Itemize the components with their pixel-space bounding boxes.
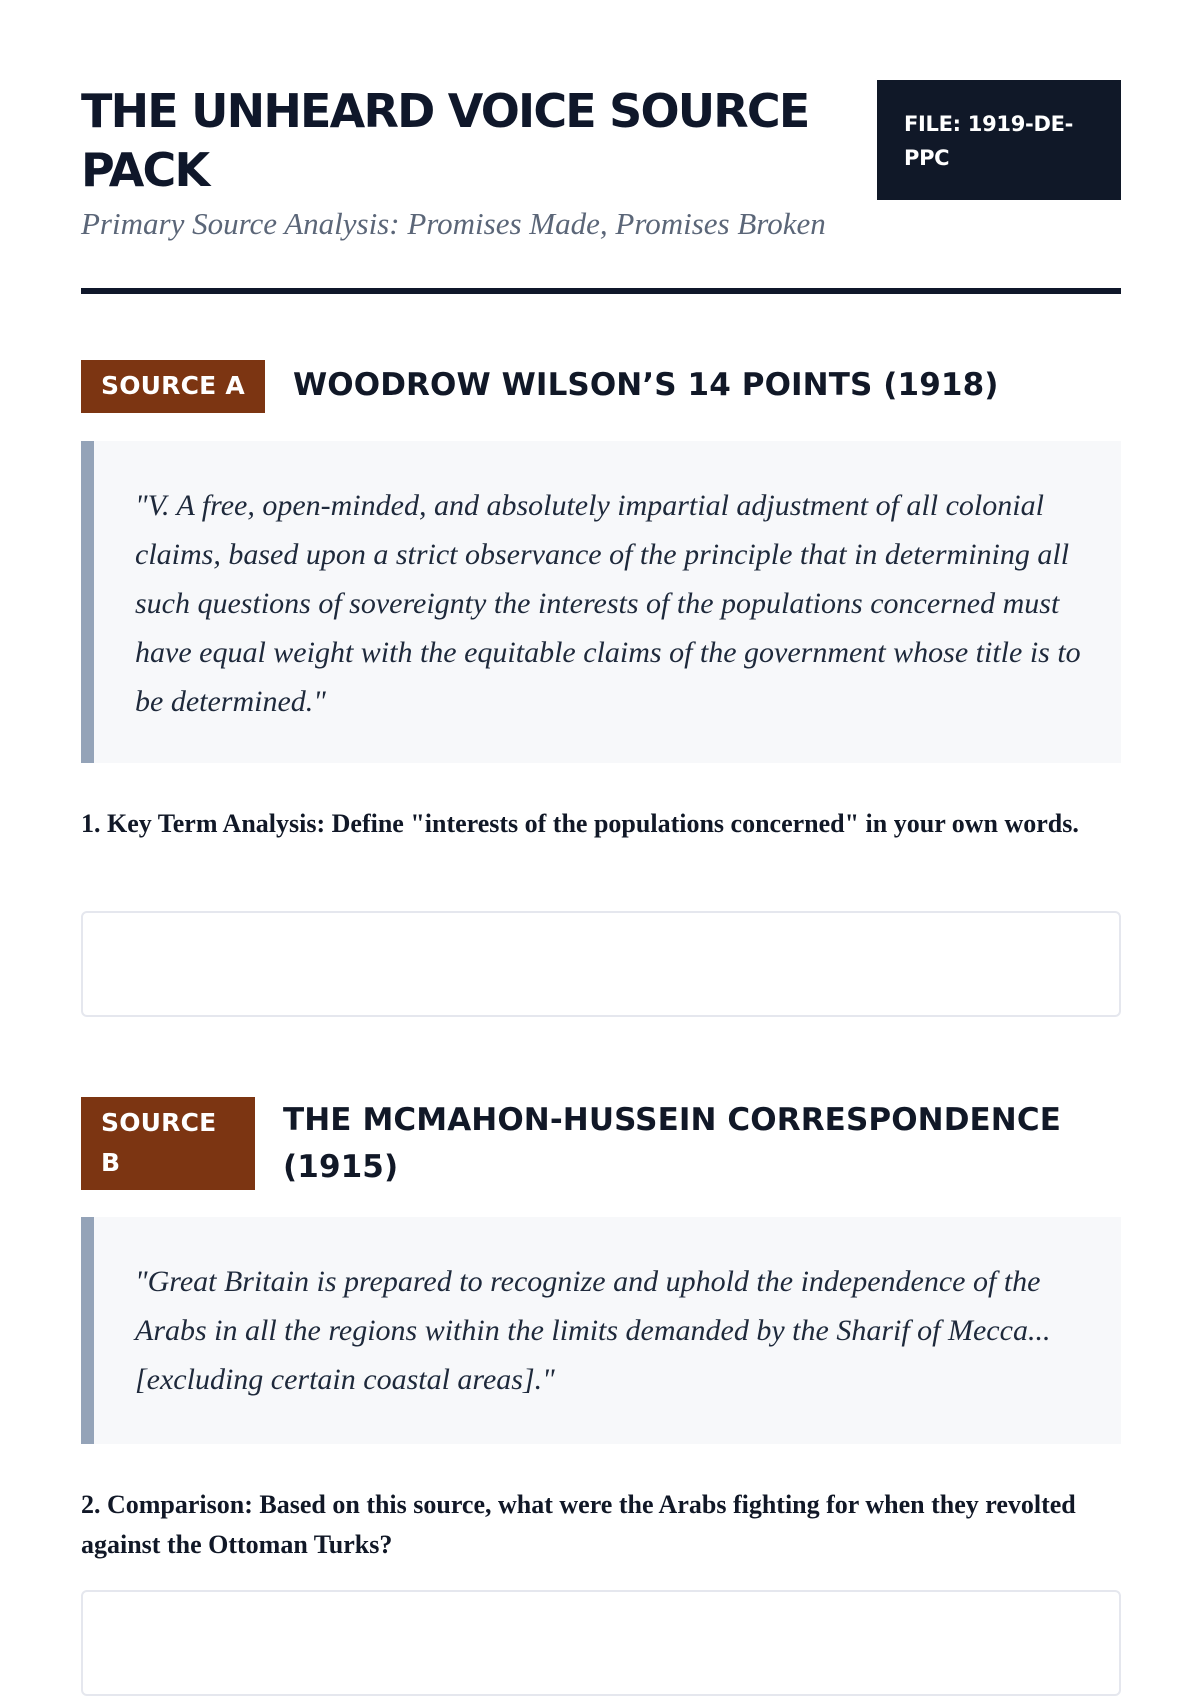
source-b-header	[81, 1097, 1121, 1191]
question-1: 1. Key Term Analysis: Define "interests of the populations concerned" in your own words.	[81, 809, 1079, 838]
source-a-header	[81, 360, 1121, 414]
document-header	[81, 80, 1121, 242]
header-divider	[81, 288, 1121, 294]
source-b-title: THE MCMAHON-HUSSEIN CORRESPONDENCE (1915)	[283, 1102, 1061, 1185]
source-a-quote: "V. A free, open-minded, and absolutely impartial adjustment of all colonial claims, based upon a strict observance of the principle that in determining all such questions of sovereignty the interests of the populations concerned must have equal weight with the equitable claims of the government whose title is to be determined."	[81, 441, 1121, 763]
source-b-quote: "Great Britain is prepared to recognize and uphold the independence of the Arabs in all the regions within the limits demanded by the Sharif of Mecca... [excluding certain coastal areas]."	[81, 1217, 1121, 1444]
source-pack-page	[81, 0, 1121, 1559]
source-a-title: WOODROW WILSON’S 14 POINTS (1918)	[293, 367, 999, 403]
document-subtitle: Primary Source Analysis: Promises Made, Promises Broken	[81, 206, 826, 241]
file-badge: FILE: 1919-DE-PPC	[877, 80, 1121, 200]
answer-1-field[interactable]	[81, 911, 1121, 1017]
answer-2-field[interactable]	[81, 1590, 1121, 1696]
question-2: 2. Comparison: Based on this source, what were the Arabs fighting for when they revolted against the Ottoman Turks?	[81, 1490, 1076, 1559]
source-b-tag: SOURCE B	[81, 1097, 255, 1190]
document-title: THE UNHEARD VOICE SOURCE PACK	[81, 84, 809, 197]
source-a-tag: SOURCE A	[81, 360, 265, 413]
